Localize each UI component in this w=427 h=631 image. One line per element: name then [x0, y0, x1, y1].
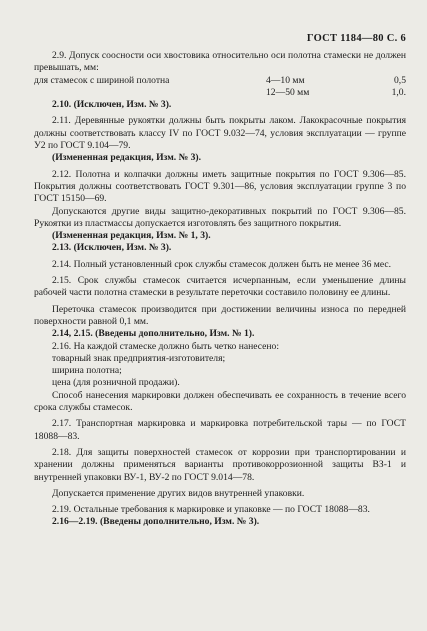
tolerance-row-2 [34, 87, 406, 99]
clause-2-9: 2.9. Допуск соосности оси хвостовика относительно оси полотна стамески не должен превышать, мм: [34, 50, 406, 74]
tolerance-value: 1,0. [391, 86, 406, 98]
amendment-note: 2.14, 2.15. (Введены дополнительно, Изм. № 1). [52, 328, 255, 340]
clause-2-18: 2.18. Для защиты поверхностей стамесок от коррозии при транспортировании и хранении должны применяться варианты противокоррозионной защиты ВЗ-1 и внутренней упаковки ВУ-1, ВУ-2 по ГОСТ 9.014—78. [34, 446, 406, 483]
tolerance-label: для стамесок с шириной полотна [34, 74, 170, 86]
clause-2-16-extra: Способ нанесения маркировки должен обеспечивать ее сохранность в течение всего срока службы стамесок. [34, 389, 406, 414]
clause-2-16: 2.16. На каждой стамеске должно быть четко нанесено: [52, 340, 280, 352]
clause-2-12-extra: Допускаются другие виды защитно-декоративных покрытий по ГОСТ 9.306—85. Рукоятки из пластмассы допускается изготовлять без защитного покрытия. [34, 205, 406, 229]
clause-2-18-extra: Допускается применение других видов внутренней упаковки. [52, 487, 305, 499]
marking-item: ширина полотна; [52, 365, 122, 377]
tolerance-value: 0,5 [394, 74, 406, 86]
marking-item: товарный знак предприятия-изготовителя; [52, 352, 226, 364]
clause-2-14: 2.14. Полный установленный срок службы стамесок должен быть не менее 36 мес. [52, 258, 392, 270]
clause-2-19: 2.19. Остальные требования к маркировке и упаковке — по ГОСТ 18088—83. [52, 504, 370, 516]
tolerance-row-1 [34, 75, 406, 87]
amendment-note: (Измененная редакция, Изм. № 3). [52, 152, 202, 164]
clause-2-11: 2.11. Деревянные рукоятки должны быть покрыты лаком. Лакокрасочные покрытия должны соответствовать классу IV по ГОСТ 9.032—74, условия эксплуатации — группе У2 по ГОСТ 9.104—79. [34, 115, 406, 152]
page-header: ГОСТ 1184—80 С. 6 [306, 33, 406, 44]
amendment-note: (Измененная редакция, Изм. № 1, 3). [52, 230, 211, 242]
clause-2-15: 2.15. Срок службы стамесок считается исчерпанным, если уменьшение длины рабочей части полотна стамески в результате переточки составило половину ее длины. [34, 275, 406, 299]
clause-2-12: 2.12. Полотна и колпачки должны иметь защитные покрытия по ГОСТ 9.306—85. Покрытия должны соответствовать ГОСТ 9.301—86, условия эксплуатации группе 3 по ГОСТ 15150—69. [34, 168, 406, 205]
clause-2-17: 2.17. Транспортная маркировка и маркировка потребительской тары — по ГОСТ 18088—83. [34, 418, 406, 442]
tolerance-range: 4—10 мм [266, 74, 305, 86]
tolerance-range: 12—50 мм [266, 86, 310, 98]
amendment-note: 2.16—2.19. (Введены дополнительно, Изм. № 3). [52, 516, 260, 528]
clause-2-13: 2.13. (Исключен, Изм. № 3). [52, 242, 172, 254]
tolerance-label [34, 87, 266, 99]
clause-2-15-extra: Переточка стамесок производится при достижении величины износа по передней поверхности равной 0,1 мм. [34, 303, 406, 327]
clause-2-10: 2.10. (Исключен, Изм. № 3). [52, 99, 172, 111]
document-body [34, 50, 406, 529]
marking-item: цена (для розничной продажи). [52, 377, 180, 389]
